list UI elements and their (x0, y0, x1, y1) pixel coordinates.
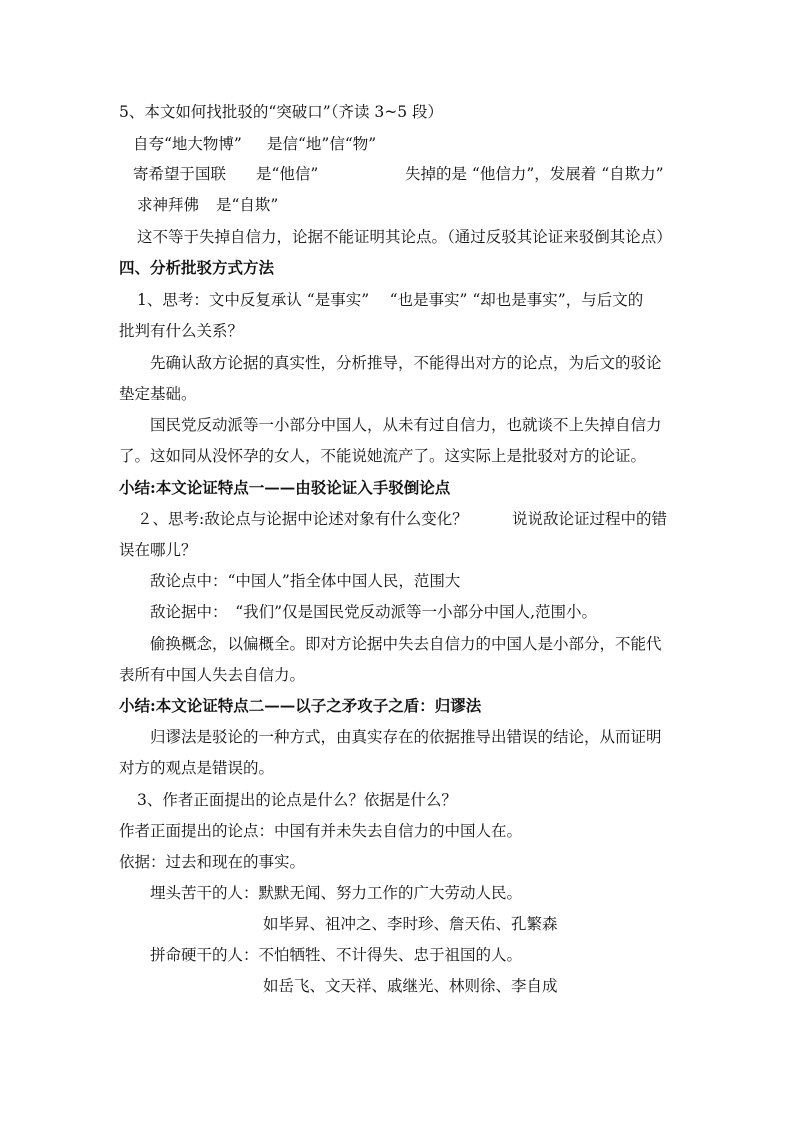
pair-2-claim: 寄希望于国联 (133, 165, 227, 183)
summary-point-2: 小结:本文论证特点二——以子之矛攻子之盾：归谬法 (119, 696, 482, 715)
question-2: ２、思考:敌论点与论据中论述对象有什么变化？ (137, 510, 468, 528)
hard-workers-examples: 如毕昇、祖冲之、李时珍、詹天佑、孔繁森 (263, 915, 558, 933)
answer-1-para-2-cont: 了。这如同从没怀孕的女人，不能说她流产了。这实际上是批驳对方的论证。 (119, 447, 647, 465)
question-1: 1、思考：文中反复承认 “是事实” “也是事实” “却也是事实”，与后文的 (137, 291, 644, 309)
summary-point-1: 小结:本文论证特点一——由驳论证入手驳倒论点 (119, 478, 451, 497)
reductio-explanation-cont: 对方的观点是错误的。 (119, 759, 275, 777)
question-5: 5、本文如何找批驳的“突破口”（齐读 3~5 段） (119, 103, 444, 121)
summary-line: 这不等于失掉自信力，论据不能证明其论点。（通过反驳其论证来驳倒其论点） (137, 228, 672, 246)
brave-workers-examples: 如岳飞、文天祥、戚继光、林则徐、李自成 (263, 977, 558, 995)
pair-1-claim: 自夸“地大物博” (133, 135, 242, 153)
pair-3-verdict: 是“自欺” (216, 196, 279, 214)
answer-3-thesis: 作者正面提出的论点：中国有并未失去自信力的中国人在。 (119, 822, 523, 840)
answer-3-basis: 依据：过去和现在的事实。 (119, 853, 306, 871)
answer-2-evidence: 敌论据中： “我们”仅是国民党反动派等一小部分中国人,范围小。 (150, 603, 598, 621)
pair-3-claim: 求神拜佛 (137, 196, 200, 214)
question-3: 3、作者正面提出的论点是什么？依据是什么？ (137, 791, 457, 809)
answer-1-para-1-cont: 垫定基础。 (119, 385, 197, 403)
reductio-explanation: 归谬法是驳论的一种方式，由真实存在的依据推导出错误的结论，从而证明 (150, 728, 662, 746)
answer-1-para-2: 国民党反动派等一小部分中国人，从未有过自信力，也就谈不上失掉自信力 (150, 416, 662, 434)
section-heading-4: 四、分析批驳方式方法 (119, 258, 275, 277)
brave-workers: 拼命硬干的人：不怕牺牲、不计得失、忠于祖国的人。 (150, 946, 523, 964)
pair-1-verdict: 是信“地”信“物” (267, 135, 377, 153)
question-2-part-2: 说说敌论证过程中的错 (512, 510, 668, 528)
answer-2-thesis: 敌论点中：“中国人”指全体中国人民，范围大 (150, 572, 461, 590)
question-1-cont: 批判有什么关系？ (119, 322, 244, 340)
question-2-cont: 误在哪儿？ (119, 541, 197, 559)
answer-2-para: 偷换概念，以偏概全。即对方论据中失去自信力的中国人是小部分，不能代 (150, 635, 662, 653)
answer-1-para-1: 先确认敌方论据的真实性，分析推导，不能得出对方的论点，为后文的驳论 (150, 354, 662, 372)
answer-2-para-cont: 表所有中国人失去自信力。 (119, 666, 306, 684)
hard-workers: 埋头苦干的人：默默无闻、努力工作的广大劳动人民。 (150, 884, 523, 902)
pair-2-verdict: 是“他信” (256, 165, 319, 183)
pair-conclusion: 失掉的是 “他信力”，发展着 “自欺力” (405, 165, 664, 183)
